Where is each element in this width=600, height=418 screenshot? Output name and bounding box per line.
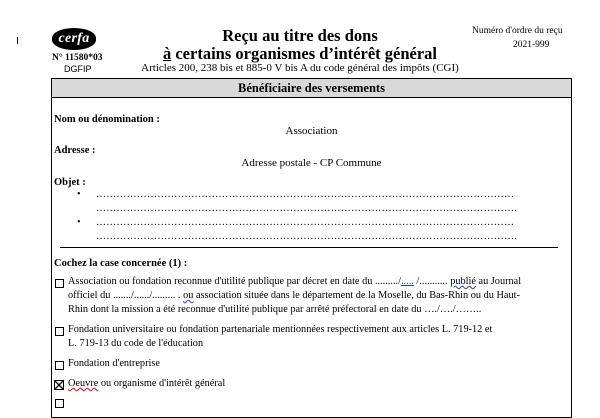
checkbox-instructions: Cochez la case concernée (1) : — [54, 258, 188, 269]
object-line-4[interactable]: ……………………………………………………………………………………………………………. — [96, 231, 517, 242]
option-date-blank: ..... — [400, 276, 414, 287]
object-label: Objet : — [54, 177, 86, 188]
option-general-interest — [68, 377, 225, 391]
checkbox-general-interest-checked-icon[interactable] — [54, 380, 64, 390]
articles-reference: Articles 200, 238 bis et 885-0 V bis A du code général des impôts (CGI) — [141, 62, 459, 74]
object-line-1[interactable]: …………………………………………………………………………………………………………… — [96, 189, 515, 200]
order-number-value: 2021-999 — [513, 40, 550, 50]
cerfa-logo: cerfa — [52, 28, 96, 50]
option-text-publie: publié — [450, 276, 476, 287]
subtitle-prefix: à — [162, 44, 172, 63]
object-line-2[interactable]: ……………………………………………………………………………………………………………. — [96, 203, 517, 214]
form-number: N° 11580*03 — [52, 53, 103, 63]
order-number-label: Numéro d'ordre du reçu — [472, 26, 563, 36]
option-text: au Journal — [475, 276, 522, 287]
page-subtitle — [0, 44, 600, 64]
checkbox-public-utility[interactable] — [55, 279, 64, 288]
section-header: Bénéficiaire des versements — [51, 78, 572, 98]
option-public-utility-line3: Rhin dont la mission a été reconnue d'utilité publique par arrêté préfectoral en date du …./…./…….. — [68, 304, 482, 315]
name-value[interactable]: Association — [285, 125, 338, 137]
bullet-icon: • — [77, 217, 81, 228]
option-university-foundation-line1: Fondation universitaire ou fondation partenariale mentionnées respectivement aux articles L. 719-12 et — [68, 324, 493, 335]
object-line-3[interactable]: …………………………………………………………………………………………………………… — [96, 217, 515, 228]
option-text-ou: ou — [183, 290, 194, 301]
bullet-icon: • — [77, 189, 81, 200]
issuer-label: DGFIP — [64, 64, 92, 74]
divider — [60, 247, 558, 248]
option-text: association située dans le département de la Moselle, du Bas-Rhin ou du Haut- — [193, 290, 520, 301]
checkbox-university-foundation[interactable] — [55, 327, 64, 336]
option-public-utility-line1 — [68, 275, 573, 289]
option-corporate-foundation: Fondation d'entreprise — [68, 358, 160, 369]
option-text: ou organisme d'intérêt général — [98, 378, 226, 389]
address-value[interactable]: Adresse postale - CP Commune — [241, 157, 382, 169]
page-title: Reçu au titre des dons — [222, 26, 378, 45]
address-label: Adresse : — [54, 145, 96, 156]
checkbox-next-option[interactable] — [55, 399, 64, 408]
name-label: Nom ou dénomination : — [54, 114, 160, 125]
option-university-foundation-line2: L. 719-13 du code de l'éducation — [68, 338, 204, 349]
option-public-utility-line2 — [68, 289, 573, 303]
option-text-oeuvre: Oeuvre — [68, 378, 99, 389]
option-text: /........... — [413, 276, 451, 287]
option-text: officiel du ......./....../......... . — [68, 290, 184, 301]
option-text: Association ou fondation reconnue d'utilité publique par décret en date du ........./ — [68, 276, 401, 287]
subtitle-rest: certains organismes d’intérêt général — [171, 44, 437, 63]
checkbox-corporate-foundation[interactable] — [55, 361, 64, 370]
